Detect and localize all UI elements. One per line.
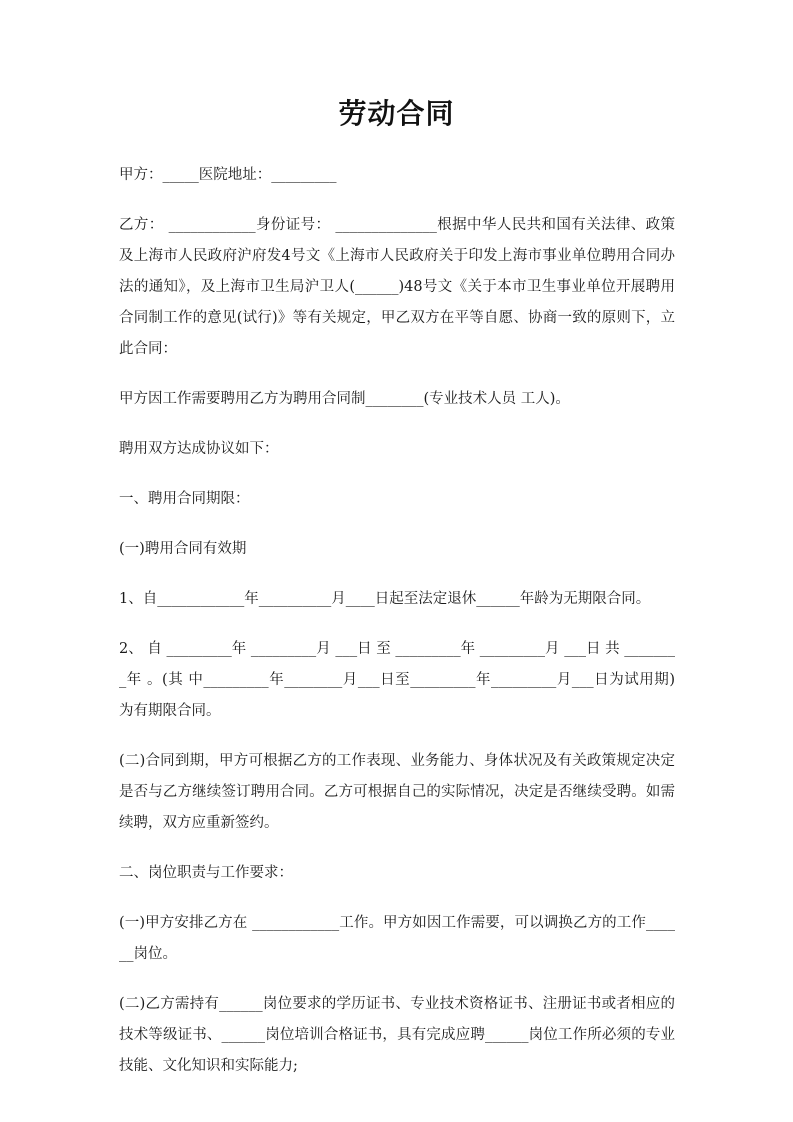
section-heading-duties: 二、岗位职责与工作要求： <box>119 865 293 881</box>
party-b-paragraph: 乙方： ____________身份证号： ______________根据中华人民共和国有关法律、政策及上海市人民政府沪府发4号文《上海市人民政府关于印发上海市事业单位聘用合同办法的通知》，及上海市卫生局沪卫人(______)48号文《关于本市卫生事业单位开展聘用合同制工作的意见(试行)》等有关规定，甲乙双方在平等自愿、协商一致的原则下，立此合同： <box>119 217 675 357</box>
subsection-heading-validity: (一)聘用合同有效期 <box>119 541 247 557</box>
clause-qualifications: (二)乙方需持有______岗位要求的学历证书、专业技术资格证书、注册证书或者相应的技术等级证书、______岗位培训合格证书，具有完成应聘______岗位工作所必须的专业技能、文化知识和实际能力; <box>119 996 675 1074</box>
clause-position-assignment: (一)甲方安排乙方在 ____________工作。甲方如因工作需要，可以调换乙方的工作______岗位。 <box>119 915 675 962</box>
clause-contract-expiry: (二)合同到期，甲方可根据乙方的工作表现、业务能力、身体状况及有关政策规定决定是否与乙方继续签订聘用合同。乙方可根据自己的实际情况，决定是否继续受聘。如需续聘，双方应重新签约。 <box>119 753 675 831</box>
agreement-intro: 聘用双方达成协议如下： <box>119 441 279 457</box>
section-heading-term: 一、聘用合同期限： <box>119 491 250 507</box>
document-title: 劳动合同 <box>338 97 455 130</box>
clause-fixed-term: 2、 自 _________年 _________月 ___日 至 _________年 _________月 ___日 共 ________年 。(其 中_________年________月___日至_________年_________月___日为试用期)为有期限合同。 <box>119 641 675 719</box>
document-body <box>119 160 675 1101</box>
clause-open-ended: 1、自____________年__________月____日起至法定退休______年龄为无期限合同。 <box>119 591 651 607</box>
party-a-line: 甲方：_____医院地址：_________ <box>119 167 337 183</box>
employment-purpose: 甲方因工作需要聘用乙方为聘用合同制________(专业技术人员 工人)。 <box>119 391 570 407</box>
